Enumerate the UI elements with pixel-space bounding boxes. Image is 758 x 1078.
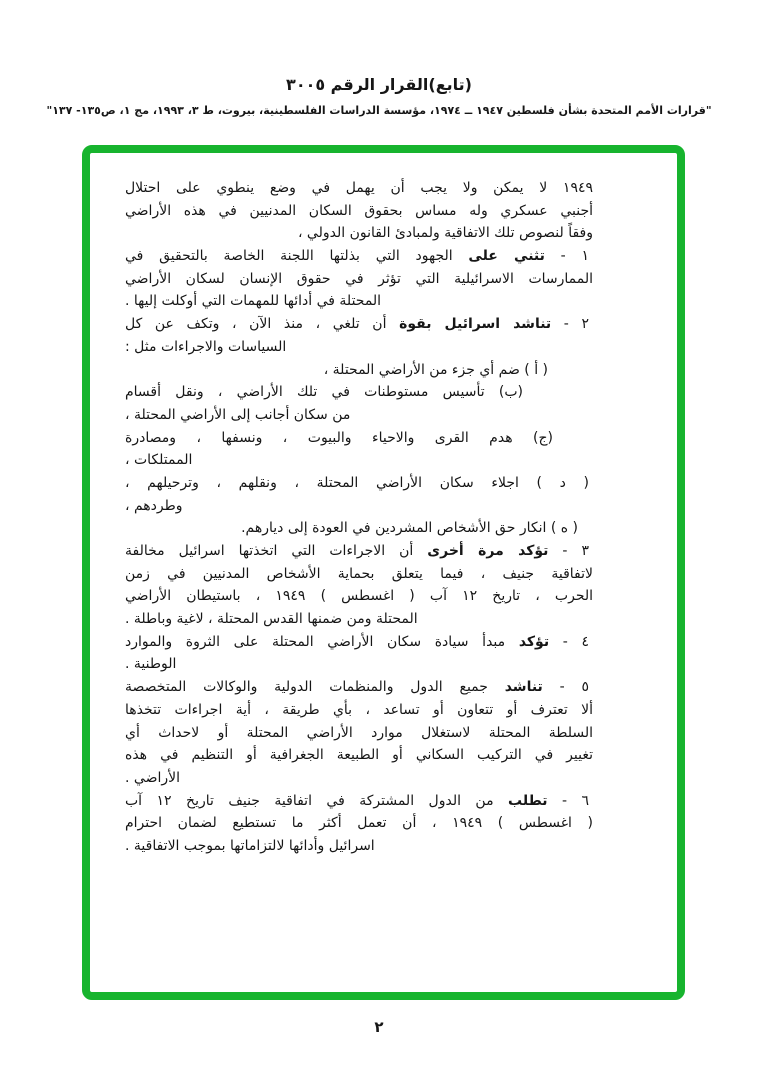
text-line: لاتفاقية جنيف ، فيما يتعلق بحماية الأشخاص المدنيين في زمن [125, 565, 593, 582]
text-line: ١٩٤٩ لا يمكن ولا يجب أن يهمل في وضع ينطوي على احتلال [125, 180, 593, 196]
text-line: ١ - تثني على الجهود التي بذلتها اللجنة الخاصة بالتحقيق في [125, 248, 589, 265]
text-line: المحتلة في أدائها للمهمات التي أوكلت إليها . [125, 293, 382, 310]
text-line: ( ه ) انكار حق الأشخاص المشردين في العودة إلى ديارهم. [241, 520, 578, 537]
bold-phrase: تطلب [508, 792, 548, 809]
text-line: الأراضي . [125, 769, 180, 786]
text-line: الممتلكات ، [125, 452, 193, 469]
text-line: ٤ - تؤكد مبدأ سيادة سكان الأراضي المحتلة على الثروة والموارد [125, 633, 589, 650]
bold-phrase: تؤكد [518, 633, 550, 650]
source-citation: "قرارات الأمم المتحدة بشأن فلسطين ١٩٤٧ ــ ١٩٧٤، مؤسسة الدراسات الفلسطينية، بيروت، ط ٣، ١٩٩٣، مج ١، ص١٣٥- ١٣٧" [46, 104, 712, 117]
text-line: ( أ ) ضم أي جزء من الأراضي المحتلة ، [323, 361, 548, 378]
text-line: السياسات والاجراءات مثل : [125, 338, 287, 355]
text-line: الحرب ، تاريخ ١٢ آب ( اغسطس ) ١٩٤٩ ، باستيطان الأراضي [125, 588, 594, 605]
text-line: أجنبي عسكري وله مساس بحقوق السكان المدنيين في هذه الأراضي [125, 202, 593, 219]
bold-phrase: تناشد اسرائيل بقوة [399, 316, 552, 333]
bold-phrase: تؤكد مرة أخرى [427, 543, 549, 559]
text-line: ٥ - تناشد جميع الدول والمنظمات الدولية والوكالات المتخصصة [125, 679, 589, 696]
text-line: وطردهم ، [125, 497, 183, 514]
text-line: الممارسات الاسرائيلية التي تؤثر في حقوق الإنسان لسكان الأراضي [125, 270, 593, 287]
text-line: (ب) تأسيس مستوطنات في تلك الأراضي ، ونقل أقسام [125, 384, 523, 401]
green-frame [82, 145, 685, 1000]
text-line: وفقاً لنصوص تلك الاتفاقية ولمبادئ القانون الدولي ، [297, 225, 593, 242]
text-line: اسرائيل وأدائها لالتزاماتها بموجب الاتفاقية . [125, 837, 375, 854]
text-line: ٣ - تؤكد مرة أخرى أن الاجراءات التي اتخذتها اسرائيل مخالفة [125, 543, 589, 559]
text-line: ٦ - تطلب من الدول المشتركة في اتفاقية جنيف تاريخ ١٢ آب [125, 792, 589, 809]
text-line: ٢ - تناشد اسرائيل بقوة أن تلغي ، منذ الآن ، وتكف عن كل [125, 316, 590, 333]
page-number: ٢ [374, 1018, 384, 1036]
text-line: من سكان أجانب إلى الأراضي المحتلة ، [125, 406, 351, 423]
text-line: الوطنية . [125, 656, 177, 673]
bold-phrase: تناشد [504, 679, 543, 696]
text-line: السلطة المحتلة لاستغلال موارد الأراضي المحتلة أو لاحداث أي [125, 724, 593, 741]
text-line: تغيير في التركيب السكاني أو الطبيعة الجغرافية أو التنظيم في هذه [125, 747, 593, 764]
resolution-body [125, 177, 593, 858]
resolution-title: (تابع)القرار الرقم ٣٠٠٥ [286, 75, 472, 94]
text-line: ألا تعترف أو تتعاون أو تساعد ، بأي طريقة ، أية اجراءات تتخذها [125, 701, 593, 718]
text-line: المحتلة ومن ضمنها القدس المحتلة ، لاغية وباطلة . [125, 611, 418, 628]
bold-phrase: تثني على [468, 248, 545, 265]
text-line: ( اغسطس ) ١٩٤٩ ، أن تعمل أكثر ما تستطيع لضمان احترام [125, 815, 593, 832]
text-line: ( د ) اجلاء سكان الأراضي المحتلة ، ونقلهم ، وترحيلهم ، [125, 474, 589, 491]
text-line: (ج) هدم القرى والاحياء والبيوت ، ونسفها ، ومصادرة [125, 429, 553, 446]
